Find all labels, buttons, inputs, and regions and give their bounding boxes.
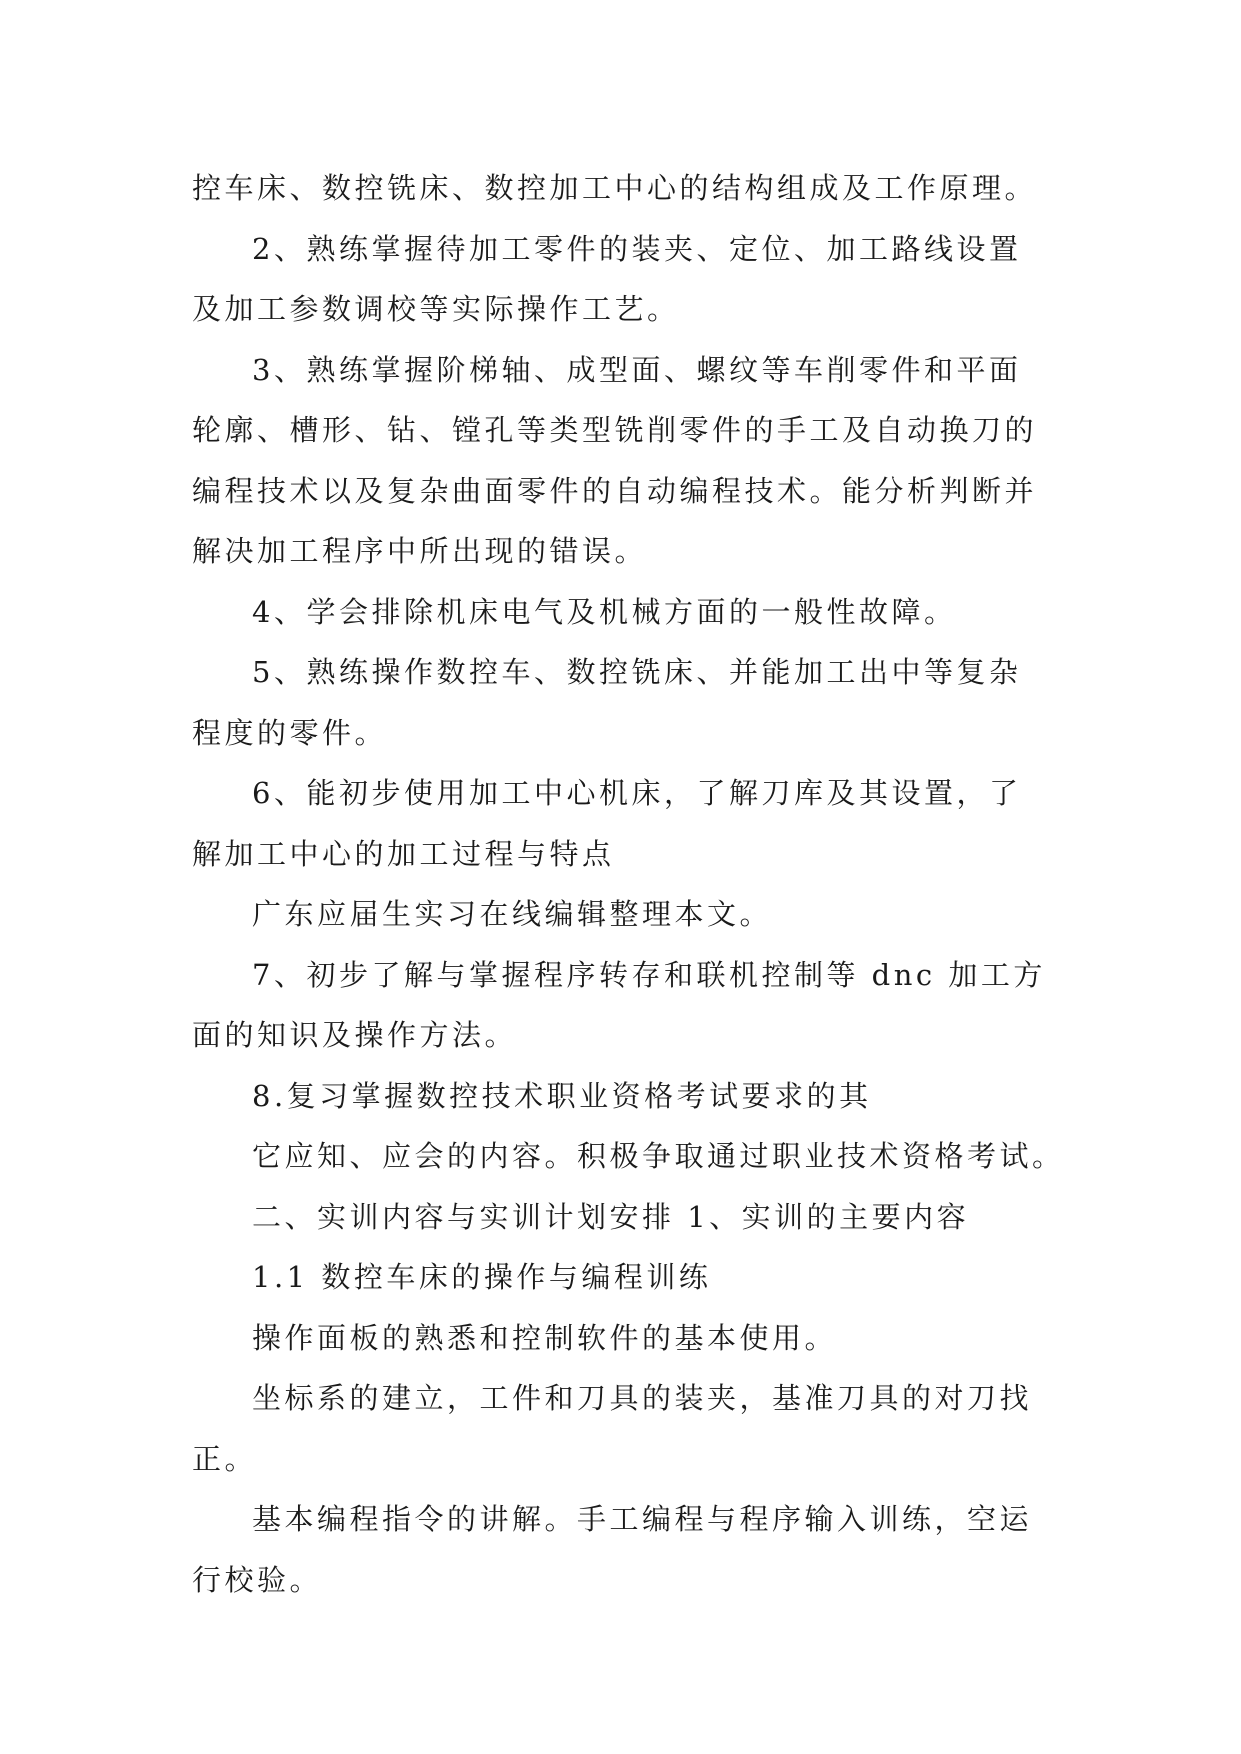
text-line: 6、能初步使用加工中心机床，了解刀库及其设置，了 [252,776,1022,810]
text-line: 3、熟练掌握阶梯轴、成型面、螺纹等车削零件和平面 [252,352,1022,387]
text-line: 广东应届生实习在线编辑整理本文。 [252,897,773,931]
text-line: 解决加工程序中所出现的错误。 [192,534,648,568]
text-line: 8.复习掌握数控技术职业资格考试要求的其 [252,1078,872,1113]
text-line: 轮廓、槽形、钻、镗孔等类型铣削零件的手工及自动换刀的 [192,413,1038,447]
text-line: 正。 [192,1441,258,1476]
text-line: 7、初步了解与掌握程序转存和联机控制等 dnc 加工方 [252,957,1046,992]
text-line: 它应知、应会的内容。积极争取通过职业技术资格考试。 [252,1139,1065,1173]
text-line: 1.1 数控车床的操作与编程训练 [252,1260,712,1294]
text-line: 坐标系的建立，工件和刀具的装夹，基准刀具的对刀找 [252,1381,1033,1415]
text-line: 行校验。 [192,1562,323,1597]
text-line: 2、熟练掌握待加工零件的装夹、定位、加工路线设置 [252,231,1022,266]
body-text [192,158,1092,1610]
text-line: 控车床、数控铣床、数控加工中心的结构组成及工作原理。 [192,171,1038,205]
text-line: 及加工参数调校等实际操作工艺。 [192,292,680,326]
text-line: 4、学会排除机床电气及机械方面的一般性故障。 [252,594,957,629]
text-line: 二、实训内容与实训计划安排 1、实训的主要内容 [252,1199,970,1234]
text-line: 程度的零件。 [192,715,388,750]
text-line: 5、熟练操作数控车、数控铣床、并能加工出中等复杂 [252,655,1022,689]
text-line: 基本编程指令的讲解。手工编程与程序输入训练，空运 [252,1502,1033,1536]
text-line: 解加工中心的加工过程与特点 [192,836,615,871]
text-line: 操作面板的熟悉和控制软件的基本使用。 [252,1320,838,1355]
text-line: 编程技术以及复杂曲面零件的自动编程技术。能分析判断并 [192,473,1038,508]
text-line: 面的知识及操作方法。 [192,1018,518,1052]
